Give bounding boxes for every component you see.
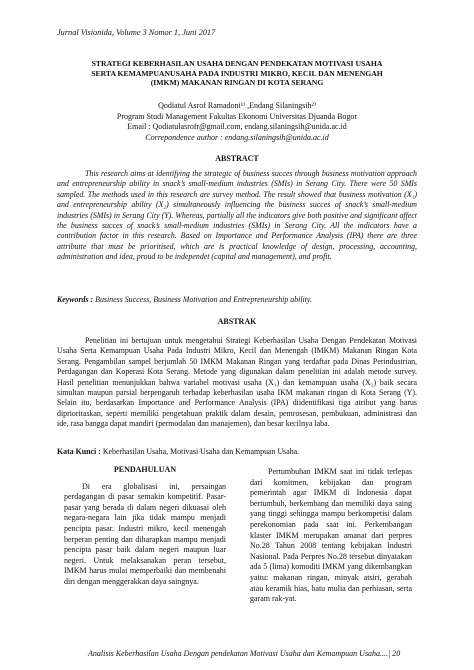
title-line: (IMKM) MAKANAN RINGAN DI KOTA SERANG (150, 78, 324, 88)
abstract-heading: ABSTRACT (215, 154, 259, 163)
author-affiliation: Program Studi Management Fakultas Ekonomi Universitas Djuanda Bogor (116, 111, 358, 121)
keywords-label: Keywords : (57, 295, 94, 304)
kata-kunci-text: Keberhasilan Usaha, Motivasi Usaha dan Kemampuan Usaha. (100, 447, 300, 456)
author-block (72, 101, 402, 143)
page-footer: Analisis Keberhasilan Usaha Dengan pendekatan Motivasi Usaha dan Kemampuan Usaha....| 20 (88, 649, 401, 658)
keywords-line (57, 295, 417, 304)
pendahuluan-left-text: Di era globalisasi ini, persaingan perdagangan di pasar semakin kompetitif. Pasar-pasar yang berada di dalam negeri dikuasai oleh negara-negara lain jika tidak mampu menjadi pencipta pasar. Industri mikro, kecil menengah berperan penting dan diharapkan mampu menjadi pencipta pasar baik dalam negeri maupun luar negeri. Untuk melaksanakan peran tersebut, IMKM harus mulai memperbaiki dan membenahi diri dengan menggerakkan daya saingnya. (64, 481, 226, 586)
journal-header: Jurnal Visionida, Volume 3 Nomor 1, Juni 2017 (57, 28, 216, 37)
author-email: Email : Qodiatulasrofr@gmail.com, endang.silaningsih@unida.ac.id (127, 122, 347, 131)
title-line: SERTA KEMAMPUANUSAHA PADA INDUSTRI MIKRO, KECIL DAN MENENGAH (91, 68, 383, 78)
pendahuluan-heading: PENDAHULUAN (113, 465, 177, 474)
abstrak-text: Penelitian ini bertujuan untuk mengetahui Strategi Keberhasilan Usaha Dengan Pendekatan Motivasi Usaha Serta Kemampuan Usaha Pada Industri Mikro, Kecil dan Menengah (IMKM) Makanan Ringan Kota Serang. Pengambilan sampel berjumlah 50 IMKM Makanan Ringan yang terdaftar pada Dinas Perindustrian, Perdagangan dan Koperasi Kota Serang. Metode yang digunakan dalam penelitian ini adalah metode survey. Hasil penelitian menunjukkan bahwa variabel motivasi usaha (X₁) dan kemampuan usaha (X₂) baik secara simultan maupun parsial berpengaruh terhadap keberhasilan usaha IKM makanan ringan di Kota Serang (Y). Selain itu, berdasarkan Importance and Performance Analysis (IPA) diidentifikasi tiga atribut yang harus diprioritaskan, seperti memiliki pengetahuan praktik dalam desain, pemrosesan, pembukuan, administrasi dan ide, rasa bangga dapat mandiri (permodalan dan manajemen), dan besar kecilnya laba. (57, 336, 417, 429)
kata-kunci-line (57, 447, 417, 456)
abstract-text: This research aims at identifying the strategic of business succes through business motivation approach and entrepreneurship ability in snack’s small-medium industries (SMIs) in Serang City. There were 50 SMIs sampled. The methods used in this research are survey method. The result showed that business motivation (X₁) and entrepreneurship ability (X₂) simultaneously influencing the business succes of snack’s small-medium industries (SMIs) in Serang City (Y). Whereas, partially all the indicators give both positive and significant affect the business succes of snack’s small-medium industries (SMIs) in Serang City. All the indicators have a contribution factor in this research. Based on Importance and Performance Analysis (IPA) there are three attributte that must be prioritised, which are is practical knowledge of design, processing, accounting, administration and idea, proud to be independet (capital and management), and profit. (57, 169, 417, 262)
paper-title (50, 59, 424, 88)
left-column (64, 465, 226, 588)
title-line: STRATEGI KEBERHASILAN USAHA DENGAN PENDEKATAN MOTIVASI USAHA (91, 59, 383, 68)
abstrak-heading: ABSTRAK (217, 317, 257, 326)
keywords-text: Business Success, Business Motivation and Entrepreneurship ability. (93, 295, 312, 304)
pendahuluan-right-text: Pertumbuhan IMKM saat ini tidak terlepas dari komitmen, kebijakan dan program pemerintah agar IMKM di Indonesia dapat bertumbuh, berkembang dan memiliki daya saing yang tinggi sehingga mampu berkompetisi dalam perekonomian pada saat ini. Perkembangan klaster IMKM merupakan amanat dari perpres No.28 Tahun 2008 tentang kebijakan Industri Nasional. Pada Perpres No.28 tersebut dinyatakan ada 5 (lima) komoditi IMKM yang dikembangkan yaitu: makanan ringan, minyak atsiri, gerabah atau keramik hias, batu mulia dan perhiasan, serta garam rak-yat. (250, 467, 412, 604)
author-names: Qodiatul Asrof Ramadoni¹⁾ ,Endang Silaningsih²⁾ (158, 101, 316, 110)
right-column (250, 467, 412, 605)
correspondence-author: Correpondence author : endang.silaningsih@unida.ac.id (145, 132, 329, 142)
kata-kunci-label: Kata Kunci : (57, 447, 101, 456)
